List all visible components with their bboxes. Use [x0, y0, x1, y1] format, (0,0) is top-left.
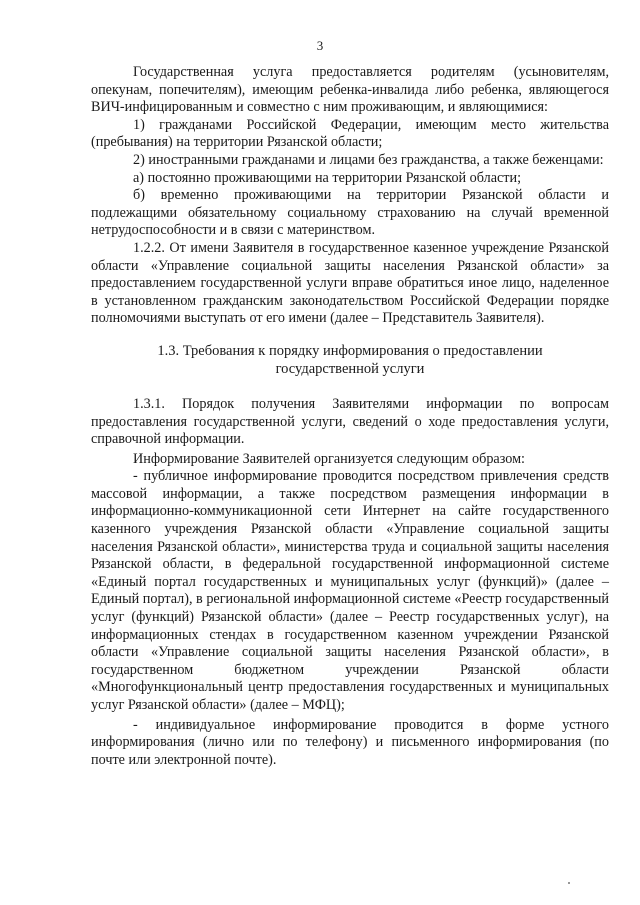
scan-speck [568, 882, 570, 884]
paragraph-public-informing: - публичное информирование проводится посредством привлечения средств массовой информации, а также посредством размещения информации в информационно-коммуникационной сети Интернет на сайте государственного казенного учреждения Рязанской области «Управление социальной защиты населения Рязанской области», министерства труда и социальной защиты населения Рязанской области, в федеральной государственной информационной системе «Единый портал государственных и муниципальных услуг (функций)» (далее – Единый портал), в региональной информационной системе «Реестр государственный услуг (функций) Рязанской области» (далее – Реестр государственных услуг), на информационных стендах в государственном казенном учреждении Рязанской области «Управление социальной защиты населения Рязанской области», в государственном бюджетном учреждении Рязанской области «Многофункциональный центр предоставления государственных и муниципальных услуг Рязанской области» (далее – МФЦ); [91, 468, 609, 713]
paragraph-individual-informing: - индивидуальное информирование проводится в форме устного информирования (лично или по телефону) и письменного информирования (по почте или электронной почте). [91, 716, 609, 768]
paragraph-foreigners: 2) иностранными гражданами и лицами без гражданства, а также беженцами: [133, 151, 604, 168]
paragraph-informing-organized: Информирование Заявителей организуется следующим образом: [133, 450, 525, 467]
page-number: 3 [316, 38, 324, 53]
paragraph-information-procedure: 1.3.1. Порядок получения Заявителями информации по вопросам предоставления государственной услуги, сведений о ходе предоставления услуги, справочной информации. [91, 395, 609, 448]
paragraph-recipients: Государственная услуга предоставляется родителям (усыновителям, опекунам, попечителям), имеющим ребенка-инвалида либо ребенка, являющегося ВИЧ-инфицированным и совместно с ним проживающим, и являющимися: [91, 64, 609, 116]
paragraph-representative: 1.2.2. От имени Заявителя в государственное казенное учреждение Рязанской области «Управление социальной защиты населения Рязанской области» за предоставлением государственной услуги вправе обратиться иное лицо, наделенное в установленном гражданским законодательством Российской Федерации порядке полномочиями выступать от его имени (далее – Представитель Заявителя). [91, 239, 609, 327]
section-heading-line-2: государственной услуги [275, 360, 425, 377]
paragraph-citizens: 1) гражданами Российской Федерации, имеющим место жительства (пребывания) на территории Рязанской области; [91, 116, 609, 151]
section-heading-line-1: 1.3. Требования к порядку информирования о предоставлении [157, 342, 543, 359]
section-heading [91, 342, 609, 378]
paragraph-temporary-residents: б) временно проживающими на территории Рязанской области и подлежащими обязательному социальному страхованию на случай временной нетрудоспособности и в связи с материнством. [91, 187, 609, 239]
document-body [91, 64, 609, 769]
paragraph-permanent-residents: а) постоянно проживающими на территории Рязанской области; [133, 169, 522, 186]
